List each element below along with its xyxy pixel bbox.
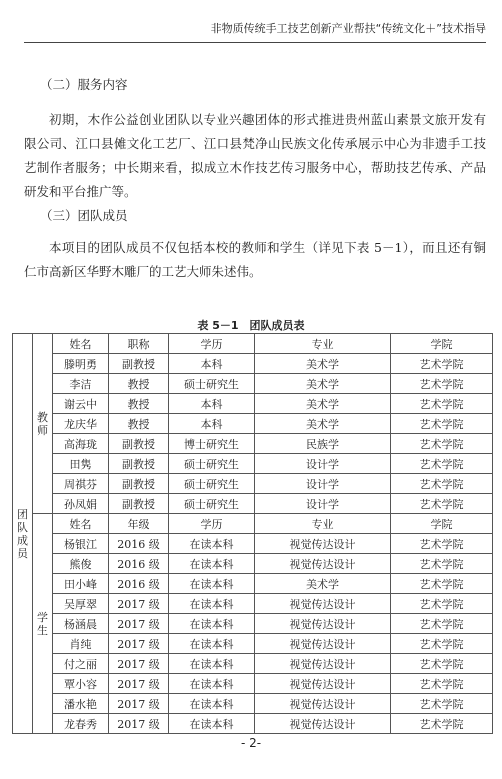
teacher-cell: 副教授	[109, 354, 169, 374]
student-header-row	[13, 514, 493, 534]
student-row	[13, 594, 493, 614]
student-cell: 在读本科	[169, 674, 255, 694]
teacher-cell: 设计学	[255, 494, 391, 514]
teacher-cell: 本科	[169, 354, 255, 374]
group-label-teacher	[33, 334, 53, 514]
group-label-text: 团队成员	[17, 507, 28, 560]
student-cell: 杨银江	[53, 534, 109, 554]
student-cell: 艺术学院	[391, 674, 493, 694]
teacher-cell: 博士研究生	[169, 434, 255, 454]
student-row	[13, 714, 493, 734]
student-cell: 艺术学院	[391, 594, 493, 614]
student-row	[13, 574, 493, 594]
student-cell: 视觉传达设计	[255, 554, 391, 574]
teacher-cell: 硕士研究生	[169, 474, 255, 494]
student-cell: 付之丽	[53, 654, 109, 674]
teacher-cell: 副教授	[109, 494, 169, 514]
student-cell: 龙春秀	[53, 714, 109, 734]
page-number: - 2-	[240, 736, 262, 750]
teacher-header-row	[13, 334, 493, 354]
student-cell: 田小峰	[53, 574, 109, 594]
teacher-cell: 艺术学院	[391, 454, 493, 474]
student-cell: 2017 级	[109, 634, 169, 654]
student-cell: 2017 级	[109, 694, 169, 714]
teacher-cell: 谢云中	[53, 394, 109, 414]
section-paragraph-team	[24, 236, 486, 284]
teacher-cell: 教授	[109, 374, 169, 394]
student-cell: 2017 级	[109, 674, 169, 694]
student-cell: 在读本科	[169, 634, 255, 654]
teacher-cell: 艺术学院	[391, 474, 493, 494]
student-cell: 在读本科	[169, 714, 255, 734]
table-caption: 表 5－1 团队成员表	[197, 319, 305, 332]
student-cell: 潘水艳	[53, 694, 109, 714]
student-cell: 艺术学院	[391, 574, 493, 594]
student-cell: 在读本科	[169, 554, 255, 574]
student-cell: 2017 级	[109, 594, 169, 614]
student-cell: 2017 级	[109, 654, 169, 674]
student-cell: 视觉传达设计	[255, 654, 391, 674]
teacher-cell: 艺术学院	[391, 374, 493, 394]
teacher-cell: 艺术学院	[391, 354, 493, 374]
student-row	[13, 654, 493, 674]
student-column-header: 年级	[109, 514, 169, 534]
teacher-cell: 艺术学院	[391, 414, 493, 434]
teacher-row	[13, 454, 493, 474]
teacher-cell: 设计学	[255, 474, 391, 494]
student-cell: 杨涵晨	[53, 614, 109, 634]
teacher-row	[13, 354, 493, 374]
student-cell: 在读本科	[169, 614, 255, 634]
section-paragraph-service	[24, 108, 486, 204]
student-row	[13, 694, 493, 714]
student-cell: 肖纯	[53, 634, 109, 654]
student-cell: 视觉传达设计	[255, 614, 391, 634]
teacher-column-header: 职称	[109, 334, 169, 354]
student-cell: 在读本科	[169, 534, 255, 554]
teacher-column-header: 姓名	[53, 334, 109, 354]
teacher-cell: 硕士研究生	[169, 494, 255, 514]
table-body	[13, 334, 493, 734]
student-cell: 视觉传达设计	[255, 714, 391, 734]
teacher-cell: 艺术学院	[391, 394, 493, 414]
teacher-cell: 硕士研究生	[169, 454, 255, 474]
student-column-header: 专业	[255, 514, 391, 534]
student-row	[13, 554, 493, 574]
teacher-column-header: 专业	[255, 334, 391, 354]
teacher-cell: 教授	[109, 394, 169, 414]
group-label-student	[33, 514, 53, 734]
student-cell: 视觉传达设计	[255, 674, 391, 694]
teacher-row	[13, 434, 493, 454]
teacher-cell: 副教授	[109, 474, 169, 494]
student-label-text: 学生	[37, 610, 48, 637]
student-cell: 2017 级	[109, 714, 169, 734]
teacher-cell: 孙凤娟	[53, 494, 109, 514]
student-cell: 艺术学院	[391, 694, 493, 714]
teacher-label-text: 教师	[37, 410, 48, 437]
section-heading-service: （二）服务内容	[40, 77, 128, 92]
teacher-cell: 教授	[109, 414, 169, 434]
teacher-cell: 美术学	[255, 414, 391, 434]
student-cell: 2016 级	[109, 574, 169, 594]
student-row	[13, 674, 493, 694]
student-cell: 视觉传达设计	[255, 594, 391, 614]
student-cell: 艺术学院	[391, 614, 493, 634]
student-cell: 覃小容	[53, 674, 109, 694]
student-cell: 艺术学院	[391, 654, 493, 674]
running-header: 非物质传统手工技艺创新产业帮扶“传统文化＋”技术指导	[24, 20, 486, 43]
student-cell: 在读本科	[169, 694, 255, 714]
student-cell: 在读本科	[169, 594, 255, 614]
teacher-row	[13, 414, 493, 434]
teacher-cell: 美术学	[255, 394, 391, 414]
paragraph-text: 初期，木作公益创业团队以专业兴趣团体的形式推进贵州蓝山素景文旅开发有限公司、江口县傩文化工艺厂、江口县梵净山民族文化传承展示中心为非遗手工技艺制作者服务；中长期来看，拟成立木作技艺传习服务中心，帮助技艺传承、产品研发和平台推广等。	[24, 112, 486, 199]
student-cell: 2016 级	[109, 534, 169, 554]
student-cell: 熊俊	[53, 554, 109, 574]
teacher-cell: 高海珑	[53, 434, 109, 454]
teacher-cell: 本科	[169, 414, 255, 434]
student-row	[13, 634, 493, 654]
student-cell: 在读本科	[169, 654, 255, 674]
student-cell: 视觉传达设计	[255, 534, 391, 554]
teacher-cell: 民族学	[255, 434, 391, 454]
teacher-row	[13, 494, 493, 514]
group-label-team	[13, 334, 33, 734]
teacher-cell: 硕士研究生	[169, 374, 255, 394]
teacher-cell: 副教授	[109, 454, 169, 474]
student-cell: 在读本科	[169, 574, 255, 594]
teacher-cell: 艺术学院	[391, 494, 493, 514]
team-members-table	[12, 333, 493, 734]
student-cell: 美术学	[255, 574, 391, 594]
student-column-header: 学院	[391, 514, 493, 534]
teacher-row	[13, 394, 493, 414]
teacher-cell: 艺术学院	[391, 434, 493, 454]
student-cell: 视觉传达设计	[255, 694, 391, 714]
student-cell: 2016 级	[109, 554, 169, 574]
teacher-cell: 龙庆华	[53, 414, 109, 434]
teacher-row	[13, 374, 493, 394]
teacher-cell: 李洁	[53, 374, 109, 394]
student-cell: 2017 级	[109, 614, 169, 634]
student-cell: 艺术学院	[391, 534, 493, 554]
teacher-cell: 滕明勇	[53, 354, 109, 374]
teacher-cell: 设计学	[255, 454, 391, 474]
teacher-cell: 田隽	[53, 454, 109, 474]
paragraph-text: 本项目的团队成员不仅包括本校的教师和学生（详见下表 5－1），而且还有铜仁市高新区华野木雕厂的工艺大师朱述伟。	[24, 240, 486, 279]
section-heading-team: （三）团队成员	[40, 208, 128, 223]
teacher-column-header: 学历	[169, 334, 255, 354]
teacher-cell: 美术学	[255, 354, 391, 374]
student-cell: 艺术学院	[391, 554, 493, 574]
teacher-cell: 周祺芬	[53, 474, 109, 494]
teacher-cell: 本科	[169, 394, 255, 414]
student-cell: 吴厚翠	[53, 594, 109, 614]
student-row	[13, 614, 493, 634]
teacher-row	[13, 474, 493, 494]
teacher-cell: 副教授	[109, 434, 169, 454]
student-column-header: 学历	[169, 514, 255, 534]
student-cell: 视觉传达设计	[255, 634, 391, 654]
student-cell: 艺术学院	[391, 714, 493, 734]
student-cell: 艺术学院	[391, 634, 493, 654]
teacher-cell: 美术学	[255, 374, 391, 394]
student-row	[13, 534, 493, 554]
student-column-header: 姓名	[53, 514, 109, 534]
teacher-column-header: 学院	[391, 334, 493, 354]
